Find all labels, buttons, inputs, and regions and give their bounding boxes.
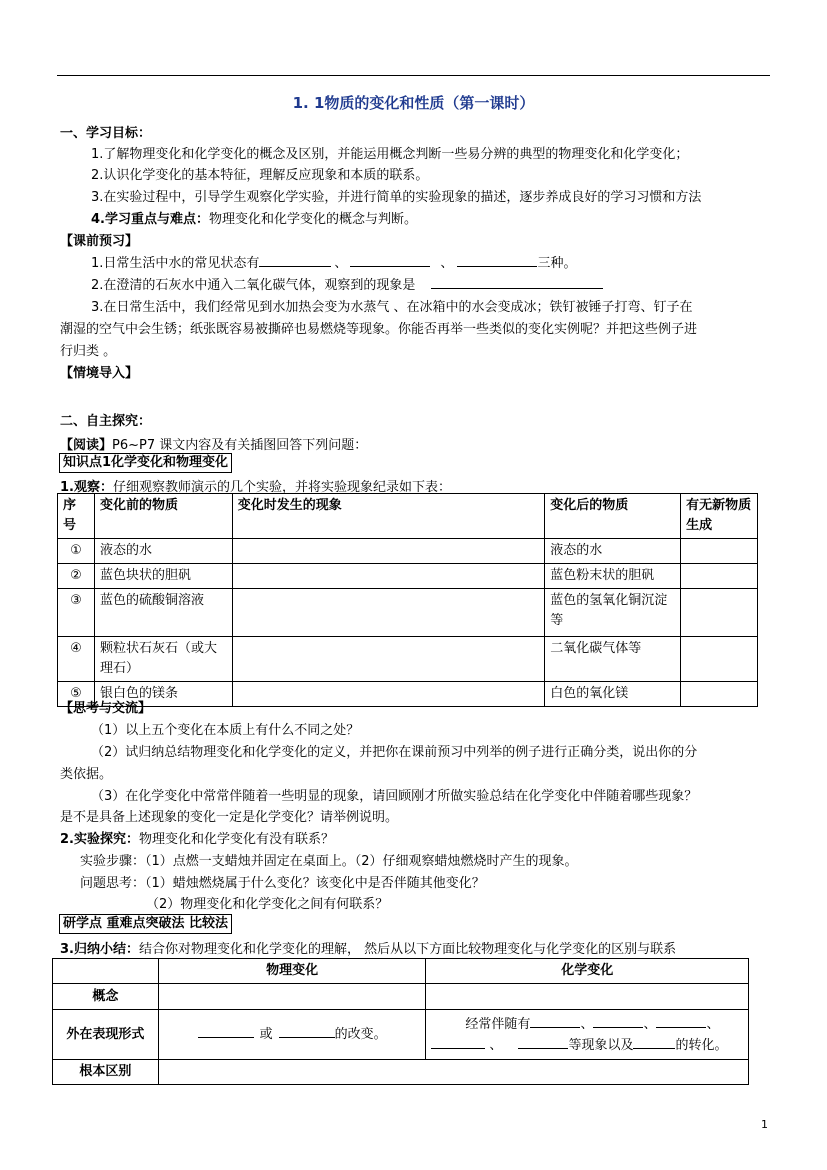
think-q2-line2: 类依据。 <box>60 767 113 782</box>
separator: 、 <box>706 1016 720 1032</box>
chem-line-2 <box>431 1035 743 1056</box>
row-no: ⑤ <box>58 682 95 707</box>
header-after: 变化后的物质 <box>545 494 681 539</box>
blank-3[interactable] <box>457 253 537 267</box>
goal-item-4 <box>91 208 417 227</box>
comparison-table <box>52 958 749 1085</box>
key-label: 4.学习重点与难点： <box>91 212 209 227</box>
experiment-label: 2.实验探究： <box>60 832 139 847</box>
blank-1[interactable] <box>259 253 331 267</box>
observation-table <box>57 493 758 707</box>
knowledge-point-1: 知识点1化学变化和物理变化 <box>59 453 232 473</box>
col-chemical: 化学变化 <box>426 959 749 984</box>
phys-end-text: 的改变。 <box>334 1027 387 1042</box>
header-no: 序号 <box>58 494 95 539</box>
chem-l1-text: 经常伴随有 <box>465 1016 531 1032</box>
goal-item-2: 2.认识化学变化的基本特征，理解反应现象和本质的联系。 <box>91 168 429 183</box>
concept-physical-cell[interactable] <box>158 984 426 1010</box>
row-phenomenon-cell[interactable] <box>232 589 544 637</box>
read-text: P6~P7 课文内容及有关插图回答下列问题： <box>112 438 368 453</box>
intro-heading: 【情境导入】 <box>60 366 139 381</box>
chem-end-text: 的转化。 <box>675 1037 728 1053</box>
separator: 、 <box>580 1016 594 1032</box>
row-new-substance-cell[interactable] <box>681 682 758 707</box>
blank-2[interactable] <box>350 253 430 267</box>
row-before: 蓝色块状的胆矾 <box>94 564 232 589</box>
preview-q3-line1: 3.在日常生活中，我们经常见到水加热会变为水蒸气 、在冰箱中的水会变成冰；铁钉被锤子打弯、钉子在 <box>91 300 693 315</box>
preview-q2-text: 2.在澄清的石灰水中通入二氧化碳气体，观察到的现象是 <box>91 278 416 293</box>
row-new-substance-cell[interactable] <box>681 589 758 637</box>
row-phenomenon-cell[interactable] <box>232 539 544 564</box>
row-no: ④ <box>58 637 95 682</box>
row-before: 蓝色的硫酸铜溶液 <box>94 589 232 637</box>
goal-item-3: 3.在实验过程中，引导学生观察化学实验，并进行简单的实验现象的描述，逐步养成良好的学习习惯和方法 <box>91 190 702 205</box>
think-q2-line1: （2）试归纳总结物理变化和化学变化的定义，并把你在课前预习中列举的例子进行正确分类，说出你的分 <box>91 745 698 760</box>
blank-chem-4[interactable] <box>431 1035 485 1049</box>
concept-chemical-cell[interactable] <box>426 984 749 1010</box>
row-no: ② <box>58 564 95 589</box>
preview-q1-text: 1.日常生活中水的常见状态有 <box>91 256 260 271</box>
experiment-text: 物理变化和化学变化有没有联系？ <box>138 832 334 847</box>
header-before: 变化前的物质 <box>94 494 232 539</box>
observe-text: 仔细观察教师演示的几个实验，并将实验现象纪录如下表： <box>112 480 451 495</box>
blank-phys-2[interactable] <box>279 1024 335 1038</box>
row-concept: 概念 <box>53 984 159 1010</box>
row-basic: 根本区别 <box>53 1060 159 1085</box>
preview-q3-line2: 潮湿的空气中会生锈；纸张既容易被撕碎也易燃烧等现象。你能否再举一些类似的变化实例呢？并把这些例子进 <box>60 322 698 337</box>
chem-line-1 <box>431 1014 743 1035</box>
row-after: 白色的氧化镁 <box>545 682 681 707</box>
row-after: 蓝色的氢氧化铜沉淀等 <box>545 589 681 637</box>
experiment-steps: 实验步骤：（1）点燃一支蜡烛并固定在桌面上。（2）仔细观察蜡烛燃烧时产生的现象。 <box>80 854 578 869</box>
page-title: 1. 1物质的变化和性质（第一课时） <box>292 94 535 112</box>
blank-chem-3[interactable] <box>656 1014 706 1028</box>
table-header-row <box>58 494 758 539</box>
row-before: 银白色的镁条 <box>94 682 232 707</box>
row-new-substance-cell[interactable] <box>681 539 758 564</box>
blank-chem-2[interactable] <box>593 1014 643 1028</box>
summary-line <box>60 938 676 957</box>
separator: 、 <box>489 1037 503 1053</box>
summary-label: 3.归纳小结： <box>60 942 139 957</box>
corner-cell <box>53 959 159 984</box>
chem-mid-text: 等现象以及 <box>568 1037 634 1053</box>
observe-label: 1.观察： <box>60 480 113 495</box>
think-heading: 【思考与交流】 <box>60 701 152 716</box>
read-label: 【阅读】 <box>60 438 113 453</box>
think-q3-line2: 是不是具备上述现象的变化一定是化学变化？请举例说明。 <box>60 810 399 825</box>
table-row <box>58 637 758 682</box>
preview-q3-line3: 行归类 。 <box>60 344 117 359</box>
top-rule <box>57 75 770 76</box>
summary-text: 结合你对物理变化和化学变化的理解， 然后从以下方面比较物理变化与化学变化的区别与联系 <box>138 942 677 957</box>
goal-item-1: 1.了解物理变化和化学变化的概念及区别，并能运用概念判断一些易分辨的典型的物理变化和化学变化； <box>91 147 689 162</box>
basic-row <box>53 1060 749 1085</box>
experiment-line <box>60 828 334 847</box>
section1-heading: 一、学习目标： <box>60 126 152 141</box>
row-form: 外在表现形式 <box>53 1010 159 1060</box>
form-chemical-cell <box>426 1010 749 1060</box>
table-row <box>58 682 758 707</box>
row-new-substance-cell[interactable] <box>681 637 758 682</box>
preview-q1-end: 三种。 <box>537 256 577 271</box>
form-row <box>53 1010 749 1060</box>
comparison-header-row <box>53 959 749 984</box>
separator: 、 <box>643 1016 657 1032</box>
separator: 、 <box>334 256 348 271</box>
blank-chem-6[interactable] <box>633 1035 675 1049</box>
read-line <box>60 434 367 453</box>
row-before: 液态的水 <box>94 539 232 564</box>
blank-chem-5[interactable] <box>518 1035 568 1049</box>
section2-heading: 二、自主探究： <box>60 414 152 429</box>
blank-phys-1[interactable] <box>198 1024 254 1038</box>
or-text: 或 <box>259 1027 273 1042</box>
separator: 、 <box>440 256 454 271</box>
row-new-substance-cell[interactable] <box>681 564 758 589</box>
table-row <box>58 539 758 564</box>
blank-phenomenon[interactable] <box>431 275 603 289</box>
experiment-question-1: 问题思考：（1）蜡烛燃烧属于什么变化？该变化中是否伴随其他变化？ <box>80 876 485 891</box>
experiment-question-2: （2）物理变化和化学变化之间有何联系？ <box>146 897 389 912</box>
key-text: 物理变化和化学变化的概念与判断。 <box>208 212 417 227</box>
think-q1: （1）以上五个变化在本质上有什么不同之处？ <box>91 723 360 738</box>
col-physical: 物理变化 <box>158 959 426 984</box>
table-row <box>58 564 758 589</box>
header-new-substance: 有无新物质生成 <box>681 494 758 539</box>
row-before: 颗粒状石灰石（或大理石） <box>94 637 232 682</box>
form-physical-cell <box>158 1010 426 1060</box>
concept-row <box>53 984 749 1010</box>
row-phenomenon-cell[interactable] <box>232 637 544 682</box>
blank-chem-1[interactable] <box>530 1014 580 1028</box>
row-after: 蓝色粉末状的胆矾 <box>545 564 681 589</box>
preview-heading: 【课前预习】 <box>60 234 139 249</box>
study-method-box: 研学点 重难点突破法 比较法 <box>59 914 232 934</box>
basic-difference-cell[interactable] <box>158 1060 748 1085</box>
table-row <box>58 589 758 637</box>
page-number: 1 <box>761 1118 768 1131</box>
row-phenomenon-cell[interactable] <box>232 564 544 589</box>
row-no: ③ <box>58 589 95 637</box>
preview-q2 <box>91 274 603 293</box>
row-after: 液态的水 <box>545 539 681 564</box>
row-after: 二氧化碳气体等 <box>545 637 681 682</box>
row-phenomenon-cell[interactable] <box>232 682 544 707</box>
header-phenomenon: 变化时发生的现象 <box>232 494 544 539</box>
row-no: ① <box>58 539 95 564</box>
think-q3-line1: （3）在化学变化中常常伴随着一些明显的现象，请回顾刚才所做实验总结在化学变化中伴随着哪些现象？ <box>91 789 698 804</box>
preview-q1 <box>91 252 576 271</box>
